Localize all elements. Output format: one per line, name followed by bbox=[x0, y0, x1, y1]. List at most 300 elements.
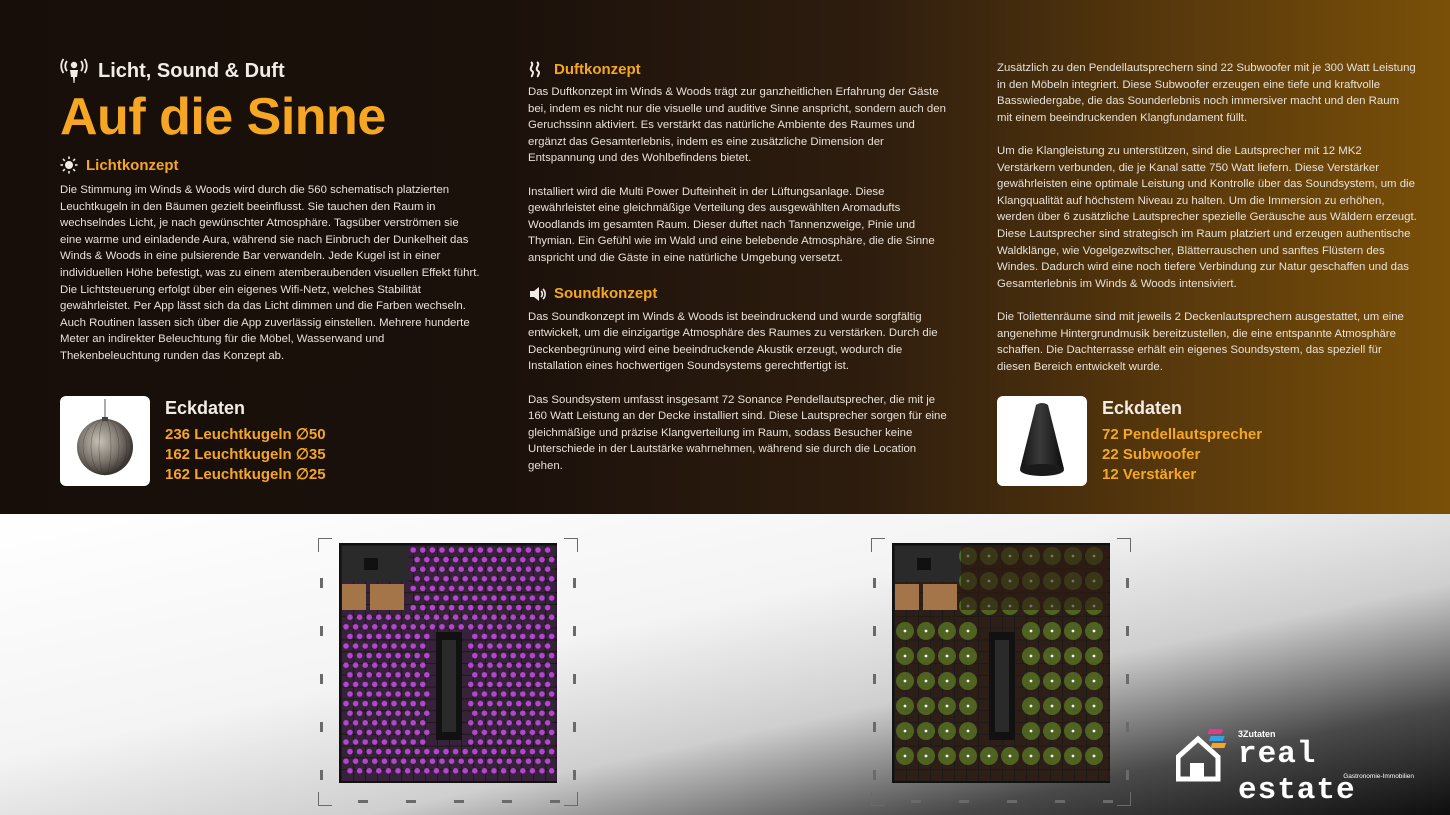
light-sphere-dot bbox=[410, 643, 416, 649]
light-sphere-dot bbox=[453, 557, 459, 563]
light-sphere-dot bbox=[414, 634, 420, 640]
logo-tagline: Gastronomie-Immobilien bbox=[1343, 773, 1414, 780]
sound-facts bbox=[997, 396, 1262, 486]
light-sphere-dot bbox=[506, 586, 512, 592]
speaker-dot bbox=[925, 705, 928, 708]
speaker-dot bbox=[967, 755, 970, 758]
light-sphere-dot bbox=[362, 739, 368, 745]
light-sphere-dot bbox=[343, 758, 349, 764]
plan-tile bbox=[1015, 688, 1026, 699]
licht-fact-2: 162 Leuchtkugeln ∅35 bbox=[165, 446, 326, 463]
light-sphere-dot bbox=[410, 758, 416, 764]
plan-tile bbox=[1051, 770, 1062, 781]
light-sphere-dot bbox=[401, 624, 407, 630]
plan-terrace bbox=[961, 546, 1107, 610]
light-sphere-dot bbox=[357, 614, 363, 620]
light-sphere-dot bbox=[510, 672, 516, 678]
light-sphere-dot bbox=[549, 614, 555, 620]
speaker-dot bbox=[1072, 680, 1075, 683]
light-sphere-dot bbox=[424, 749, 430, 755]
light-sphere-dot bbox=[343, 701, 349, 707]
light-sphere-dot bbox=[535, 566, 541, 572]
speaker-dot bbox=[904, 705, 907, 708]
light-sphere-dot bbox=[424, 653, 430, 659]
light-sphere-dot bbox=[539, 595, 545, 601]
plan-tile bbox=[426, 735, 437, 746]
light-sphere-dot bbox=[530, 614, 536, 620]
light-sphere-dot bbox=[376, 691, 382, 697]
light-sphere-dot bbox=[530, 691, 536, 697]
light-sphere-dot bbox=[376, 634, 382, 640]
lichtkonzept-heading bbox=[60, 156, 480, 174]
plan-restroom bbox=[370, 584, 404, 610]
speaker-dot bbox=[1051, 705, 1054, 708]
light-sphere-dot bbox=[420, 739, 426, 745]
light-sphere-dot bbox=[510, 595, 516, 601]
light-sphere-dot bbox=[443, 614, 449, 620]
light-sphere-dot bbox=[506, 758, 512, 764]
light-sphere-dot bbox=[530, 653, 536, 659]
light-sphere-dot bbox=[443, 557, 449, 563]
sound-fact-2: 22 Subwoofer bbox=[1102, 446, 1201, 463]
light-sphere-dot bbox=[376, 614, 382, 620]
light-sphere-dot bbox=[347, 614, 353, 620]
light-sphere-dot bbox=[386, 749, 392, 755]
light-sphere-dot bbox=[357, 710, 363, 716]
light-sphere-dot bbox=[487, 624, 493, 630]
plan-corner-bracket bbox=[564, 538, 578, 552]
light-sphere-dot bbox=[478, 682, 484, 688]
light-sphere-dot bbox=[347, 730, 353, 736]
light-sphere-dot bbox=[491, 614, 497, 620]
plan-tile bbox=[907, 770, 918, 781]
speaker-dot bbox=[904, 730, 907, 733]
light-sphere-dot bbox=[535, 662, 541, 668]
light-sphere-dot bbox=[545, 701, 551, 707]
light-sphere-dot bbox=[405, 749, 411, 755]
light-sphere-dot bbox=[472, 749, 478, 755]
light-sphere-dot bbox=[449, 547, 455, 553]
light-sphere-dot bbox=[401, 758, 407, 764]
light-sphere-dot bbox=[458, 586, 464, 592]
light-sphere-dot bbox=[510, 749, 516, 755]
light-sphere-dot bbox=[372, 720, 378, 726]
light-sphere-dot bbox=[453, 576, 459, 582]
plan-tile bbox=[1075, 770, 1086, 781]
light-sphere-dot bbox=[491, 653, 497, 659]
light-sphere-dot bbox=[491, 710, 497, 716]
light-sphere-dot bbox=[366, 749, 372, 755]
speaker-dot bbox=[946, 730, 949, 733]
light-sphere-dot bbox=[526, 586, 532, 592]
light-sphere-dot bbox=[497, 701, 503, 707]
licht-fact-3: 162 Leuchtkugeln ∅25 bbox=[165, 466, 326, 483]
eyebrow bbox=[60, 58, 480, 84]
light-sphere-dot bbox=[510, 557, 516, 563]
speaker-dot bbox=[988, 755, 991, 758]
light-sphere-dot bbox=[382, 643, 388, 649]
light-sphere-dot bbox=[386, 634, 392, 640]
light-sphere-dot bbox=[549, 576, 555, 582]
light-sphere-dot bbox=[424, 557, 430, 563]
light-sphere-dot bbox=[506, 682, 512, 688]
light-sphere-dot bbox=[526, 720, 532, 726]
light-sphere-dot bbox=[506, 739, 512, 745]
plan-tile bbox=[1099, 770, 1110, 781]
speaker-dot bbox=[1051, 630, 1054, 633]
plan-tile bbox=[1039, 770, 1050, 781]
plan-corner-bracket bbox=[1117, 792, 1131, 806]
light-sphere-dot bbox=[357, 634, 363, 640]
light-sphere-dot bbox=[526, 758, 532, 764]
plan-tick bbox=[406, 800, 416, 803]
light-sphere-dot bbox=[491, 557, 497, 563]
light-sphere-dot bbox=[395, 768, 401, 774]
light-sphere-dot bbox=[420, 662, 426, 668]
plan-bar-inner bbox=[442, 640, 456, 732]
light-sphere-dot bbox=[357, 730, 363, 736]
plan-tick bbox=[358, 800, 368, 803]
speaker-dot bbox=[1030, 680, 1033, 683]
light-sphere-dot bbox=[362, 643, 368, 649]
plan-tile bbox=[1003, 617, 1014, 628]
light-sphere-dot bbox=[520, 768, 526, 774]
light-sphere-dot bbox=[487, 643, 493, 649]
plan-tile bbox=[955, 770, 966, 781]
plan-corner-bracket bbox=[871, 538, 885, 552]
duft-p2: Installiert wird die Multi Power Dufteinheit in der Lüftungsanlage. Diese gewährleistet eine gleichmäßige Verteilung des ausgewählten Aromadufts Woodlands im gesamten Raum. Dieser duftet nach Tannenzweige, Pinie und Thymian. Ein Gefühl wie im Wald und eine belebende Atmosphäre, die die Sinne anspricht und die Gäste in eine natürliche Umgebung versetzt. bbox=[528, 185, 935, 264]
light-sphere-dot bbox=[510, 691, 516, 697]
light-sphere-dot bbox=[472, 634, 478, 640]
light-sphere-dot bbox=[366, 710, 372, 716]
light-sphere-dot bbox=[478, 720, 484, 726]
light-sphere-dot bbox=[482, 710, 488, 716]
light-sphere-dot bbox=[386, 710, 392, 716]
speaker-icon bbox=[528, 285, 546, 303]
soundkonzept-label: Soundkonzept bbox=[554, 285, 658, 303]
light-sphere-dot bbox=[530, 557, 536, 563]
light-sphere-dot bbox=[482, 595, 488, 601]
light-sphere-dot bbox=[414, 749, 420, 755]
sound-p3: Zusätzlich zu den Pendellautsprechern sind 22 Subwoofer mit je 300 Watt Leistung in den Möbeln integriert. Diese Subwoofer erzeugen eine tiefe und kraftvolle Basswiedergabe, die das Sounderlebnis noch immersiver macht und den Raum mit einem beeindruckenden Klangfundament füllt. bbox=[997, 62, 1416, 124]
light-sphere-dot bbox=[472, 691, 478, 697]
light-sphere-dot bbox=[372, 739, 378, 745]
speaker-dot bbox=[925, 680, 928, 683]
light-sphere-dot bbox=[539, 653, 545, 659]
light-sphere-dot bbox=[439, 758, 445, 764]
light-sphere-dot bbox=[520, 730, 526, 736]
light-sphere-dot bbox=[539, 691, 545, 697]
light-sphere-dot bbox=[357, 749, 363, 755]
plan-tile bbox=[979, 676, 990, 687]
plan-corner-bracket bbox=[318, 538, 332, 552]
light-sphere-dot bbox=[386, 672, 392, 678]
plan-tile bbox=[426, 640, 437, 651]
light-sphere-dot bbox=[458, 624, 464, 630]
light-sphere-dot bbox=[506, 643, 512, 649]
light-sphere-dot bbox=[526, 662, 532, 668]
plan-equipment bbox=[364, 558, 378, 570]
plan-tick bbox=[573, 578, 576, 588]
light-sphere-dot bbox=[530, 672, 536, 678]
plan-tile bbox=[1099, 664, 1110, 675]
light-sphere-dot bbox=[405, 730, 411, 736]
light-sphere-dot bbox=[506, 662, 512, 668]
plan-tick bbox=[911, 800, 921, 803]
light-sphere-dot bbox=[545, 682, 551, 688]
plan-tile bbox=[979, 735, 990, 746]
light-sphere-dot bbox=[491, 576, 497, 582]
light-sphere-dot bbox=[420, 758, 426, 764]
light-sphere-dot bbox=[449, 605, 455, 611]
plan-tile bbox=[462, 688, 473, 699]
plan-tick bbox=[320, 578, 323, 588]
light-sphere-dot bbox=[516, 701, 522, 707]
light-sphere-dot bbox=[478, 643, 484, 649]
light-sphere-dot bbox=[472, 614, 478, 620]
plan-tick bbox=[502, 800, 512, 803]
light-sphere-dot bbox=[535, 547, 541, 553]
light-sphere-dot bbox=[497, 566, 503, 572]
pendant-speaker-image bbox=[997, 396, 1087, 486]
plan-tick bbox=[1126, 626, 1129, 636]
light-sphere-dot bbox=[530, 710, 536, 716]
light-sphere-dot bbox=[510, 768, 516, 774]
light-sphere-dot bbox=[458, 605, 464, 611]
light-sphere-dot bbox=[501, 749, 507, 755]
light-sphere-dot bbox=[424, 672, 430, 678]
light-sphere-dot bbox=[491, 749, 497, 755]
licht-column bbox=[60, 58, 480, 365]
light-sphere-dot bbox=[535, 739, 541, 745]
light-sphere-dot bbox=[468, 720, 474, 726]
plan-tick bbox=[873, 626, 876, 636]
light-sphere-dot bbox=[420, 643, 426, 649]
light-sphere-dot bbox=[520, 614, 526, 620]
light-sphere-dot bbox=[449, 586, 455, 592]
light-sphere-dot bbox=[497, 720, 503, 726]
light-sphere-dot bbox=[516, 547, 522, 553]
light-sphere-dot bbox=[545, 758, 551, 764]
light-sphere-dot bbox=[449, 758, 455, 764]
light-sphere-dot bbox=[539, 634, 545, 640]
light-sphere-dot bbox=[376, 653, 382, 659]
light-sphere-dot bbox=[357, 672, 363, 678]
light-sphere-dot bbox=[545, 624, 551, 630]
light-sphere-dot bbox=[405, 691, 411, 697]
light-sphere-dot bbox=[530, 595, 536, 601]
light-sphere-dot bbox=[386, 614, 392, 620]
light-sphere-dot bbox=[516, 662, 522, 668]
light-sphere-dot bbox=[443, 768, 449, 774]
plan-tile bbox=[931, 770, 942, 781]
light-sphere-dot bbox=[357, 653, 363, 659]
plan-tile bbox=[979, 699, 990, 710]
light-sphere-dot bbox=[487, 566, 493, 572]
plan-tile bbox=[931, 640, 942, 651]
light-sphere-dot bbox=[395, 710, 401, 716]
plan-tick bbox=[873, 578, 876, 588]
light-sphere-dot bbox=[424, 634, 430, 640]
light-sphere-dot bbox=[516, 739, 522, 745]
plan-corner-bracket bbox=[871, 792, 885, 806]
light-sphere-dot bbox=[424, 768, 430, 774]
light-sphere-dot bbox=[420, 586, 426, 592]
light-sphere-dot bbox=[395, 749, 401, 755]
light-sphere-dot bbox=[414, 768, 420, 774]
light-sphere-dot bbox=[395, 730, 401, 736]
light-sphere-dot bbox=[410, 547, 416, 553]
light-sphere-dot bbox=[430, 624, 436, 630]
light-sphere-dot bbox=[487, 701, 493, 707]
plan-tick bbox=[1055, 800, 1065, 803]
light-sphere-dot bbox=[520, 710, 526, 716]
light-sphere-dot bbox=[468, 662, 474, 668]
light-sphere-dot bbox=[376, 672, 382, 678]
light-sphere-dot bbox=[353, 739, 359, 745]
light-sphere-dot bbox=[530, 768, 536, 774]
plan-tile bbox=[931, 664, 942, 675]
light-sphere-dot bbox=[405, 614, 411, 620]
light-sphere-dot bbox=[501, 672, 507, 678]
light-sphere-dot bbox=[549, 653, 555, 659]
duft-sound-column bbox=[528, 60, 948, 474]
light-sphere-dot bbox=[434, 595, 440, 601]
light-sphere-dot bbox=[482, 557, 488, 563]
light-sphere-dot bbox=[535, 701, 541, 707]
light-sphere-dot bbox=[497, 547, 503, 553]
light-sphere-dot bbox=[405, 653, 411, 659]
light-sphere-dot bbox=[357, 691, 363, 697]
light-sphere-dot bbox=[434, 749, 440, 755]
light-sphere-dot bbox=[501, 653, 507, 659]
light-sphere-dot bbox=[414, 595, 420, 601]
light-sphere-dot bbox=[366, 768, 372, 774]
plan-tile bbox=[1099, 640, 1110, 651]
light-sphere-dot bbox=[478, 605, 484, 611]
light-sphere-dot bbox=[545, 566, 551, 572]
soundkonzept-heading bbox=[528, 285, 948, 303]
light-sphere-dot bbox=[391, 682, 397, 688]
light-sphere-dot bbox=[549, 710, 555, 716]
light-sphere-dot bbox=[530, 730, 536, 736]
lighting-floorplan bbox=[318, 538, 578, 806]
light-sphere-dot bbox=[347, 634, 353, 640]
light-sphere-dot bbox=[395, 634, 401, 640]
light-sphere-dot bbox=[516, 682, 522, 688]
speaker-dot bbox=[1093, 755, 1096, 758]
light-sphere-dot bbox=[414, 614, 420, 620]
light-sphere-dot bbox=[410, 624, 416, 630]
light-sphere-dot bbox=[353, 662, 359, 668]
light-sphere-dot bbox=[549, 730, 555, 736]
light-sphere-dot bbox=[478, 758, 484, 764]
light-sphere-dot bbox=[501, 730, 507, 736]
light-sphere-dot bbox=[430, 566, 436, 572]
light-sphere-dot bbox=[549, 749, 555, 755]
light-sphere-dot bbox=[376, 749, 382, 755]
light-sphere-dot bbox=[506, 701, 512, 707]
plan-restroom bbox=[342, 584, 366, 610]
light-sphere-dot bbox=[414, 653, 420, 659]
light-sphere-dot bbox=[410, 605, 416, 611]
light-sphere-dot bbox=[468, 643, 474, 649]
light-sphere-dot bbox=[366, 730, 372, 736]
light-sphere-dot bbox=[472, 768, 478, 774]
logo-small-text: 3Zutaten bbox=[1238, 729, 1276, 739]
light-sphere-dot bbox=[549, 595, 555, 601]
light-sphere-dot bbox=[439, 547, 445, 553]
light-sphere-dot bbox=[347, 653, 353, 659]
light-sphere-dot bbox=[382, 758, 388, 764]
light-sphere-dot bbox=[343, 720, 349, 726]
light-sphere-dot bbox=[458, 547, 464, 553]
speaker-dot bbox=[946, 680, 949, 683]
light-sphere-dot bbox=[501, 576, 507, 582]
plan-tick bbox=[320, 626, 323, 636]
plan-tile bbox=[1015, 640, 1026, 651]
light-sphere-dot bbox=[410, 720, 416, 726]
light-sphere-dot bbox=[347, 768, 353, 774]
light-sphere-dot bbox=[462, 614, 468, 620]
sound-continued-column bbox=[997, 60, 1417, 375]
light-sphere-dot bbox=[453, 768, 459, 774]
plan-restroom bbox=[895, 584, 919, 610]
pendant-speaker-icon bbox=[1012, 399, 1072, 483]
light-sphere-dot bbox=[549, 768, 555, 774]
lichtkonzept-label: Lichtkonzept bbox=[86, 156, 179, 174]
light-sphere-dot bbox=[506, 720, 512, 726]
light-sphere-dot bbox=[434, 557, 440, 563]
speaker-dot bbox=[925, 630, 928, 633]
light-sphere-dot bbox=[472, 672, 478, 678]
plan-tick bbox=[573, 722, 576, 732]
light-sphere-dot bbox=[535, 682, 541, 688]
light-sphere-dot bbox=[462, 768, 468, 774]
light-sphere-dot bbox=[478, 586, 484, 592]
light-sphere-dot bbox=[410, 662, 416, 668]
light-sphere-dot bbox=[410, 701, 416, 707]
light-sphere-dot bbox=[386, 691, 392, 697]
plan-tick bbox=[873, 674, 876, 684]
light-sphere-dot bbox=[506, 566, 512, 572]
page-title: Auf die Sinne bbox=[60, 88, 386, 146]
light-sphere-dot bbox=[501, 768, 507, 774]
light-sphere-dot bbox=[401, 682, 407, 688]
light-sphere-dot bbox=[353, 643, 359, 649]
light-sphere-dot bbox=[343, 739, 349, 745]
light-sphere-dot bbox=[410, 566, 416, 572]
plan-tile bbox=[1015, 664, 1026, 675]
plan-tile bbox=[1003, 770, 1014, 781]
light-sphere-dot bbox=[472, 710, 478, 716]
light-sphere-dot bbox=[347, 691, 353, 697]
speaker-dot bbox=[1030, 755, 1033, 758]
speaker-dot bbox=[1072, 655, 1075, 658]
light-sphere-dot bbox=[506, 624, 512, 630]
sound-p2: Das Soundsystem umfasst insgesamt 72 Sonance Pendellautsprecher, die mit je 160 Watt Leistung an der Decke installiert sind. Diese Lautsprecher sorgen für eine gleichmäßige und präzise Klangverteilung im Raum, sodass Besucher keine Unterschiede in der Lautstärke wahrnehmen, während sie durch die Location gehen. bbox=[528, 393, 947, 472]
plan-tile bbox=[1087, 770, 1098, 781]
light-sphere-dot bbox=[353, 682, 359, 688]
light-sphere-dot bbox=[366, 691, 372, 697]
speaker-dot bbox=[967, 730, 970, 733]
light-sphere-dot bbox=[391, 758, 397, 764]
light-sphere-dot bbox=[478, 739, 484, 745]
light-sphere-dot bbox=[497, 662, 503, 668]
light-sphere-dot bbox=[545, 605, 551, 611]
light-sphere-dot bbox=[478, 662, 484, 668]
light-sphere-dot bbox=[468, 566, 474, 572]
